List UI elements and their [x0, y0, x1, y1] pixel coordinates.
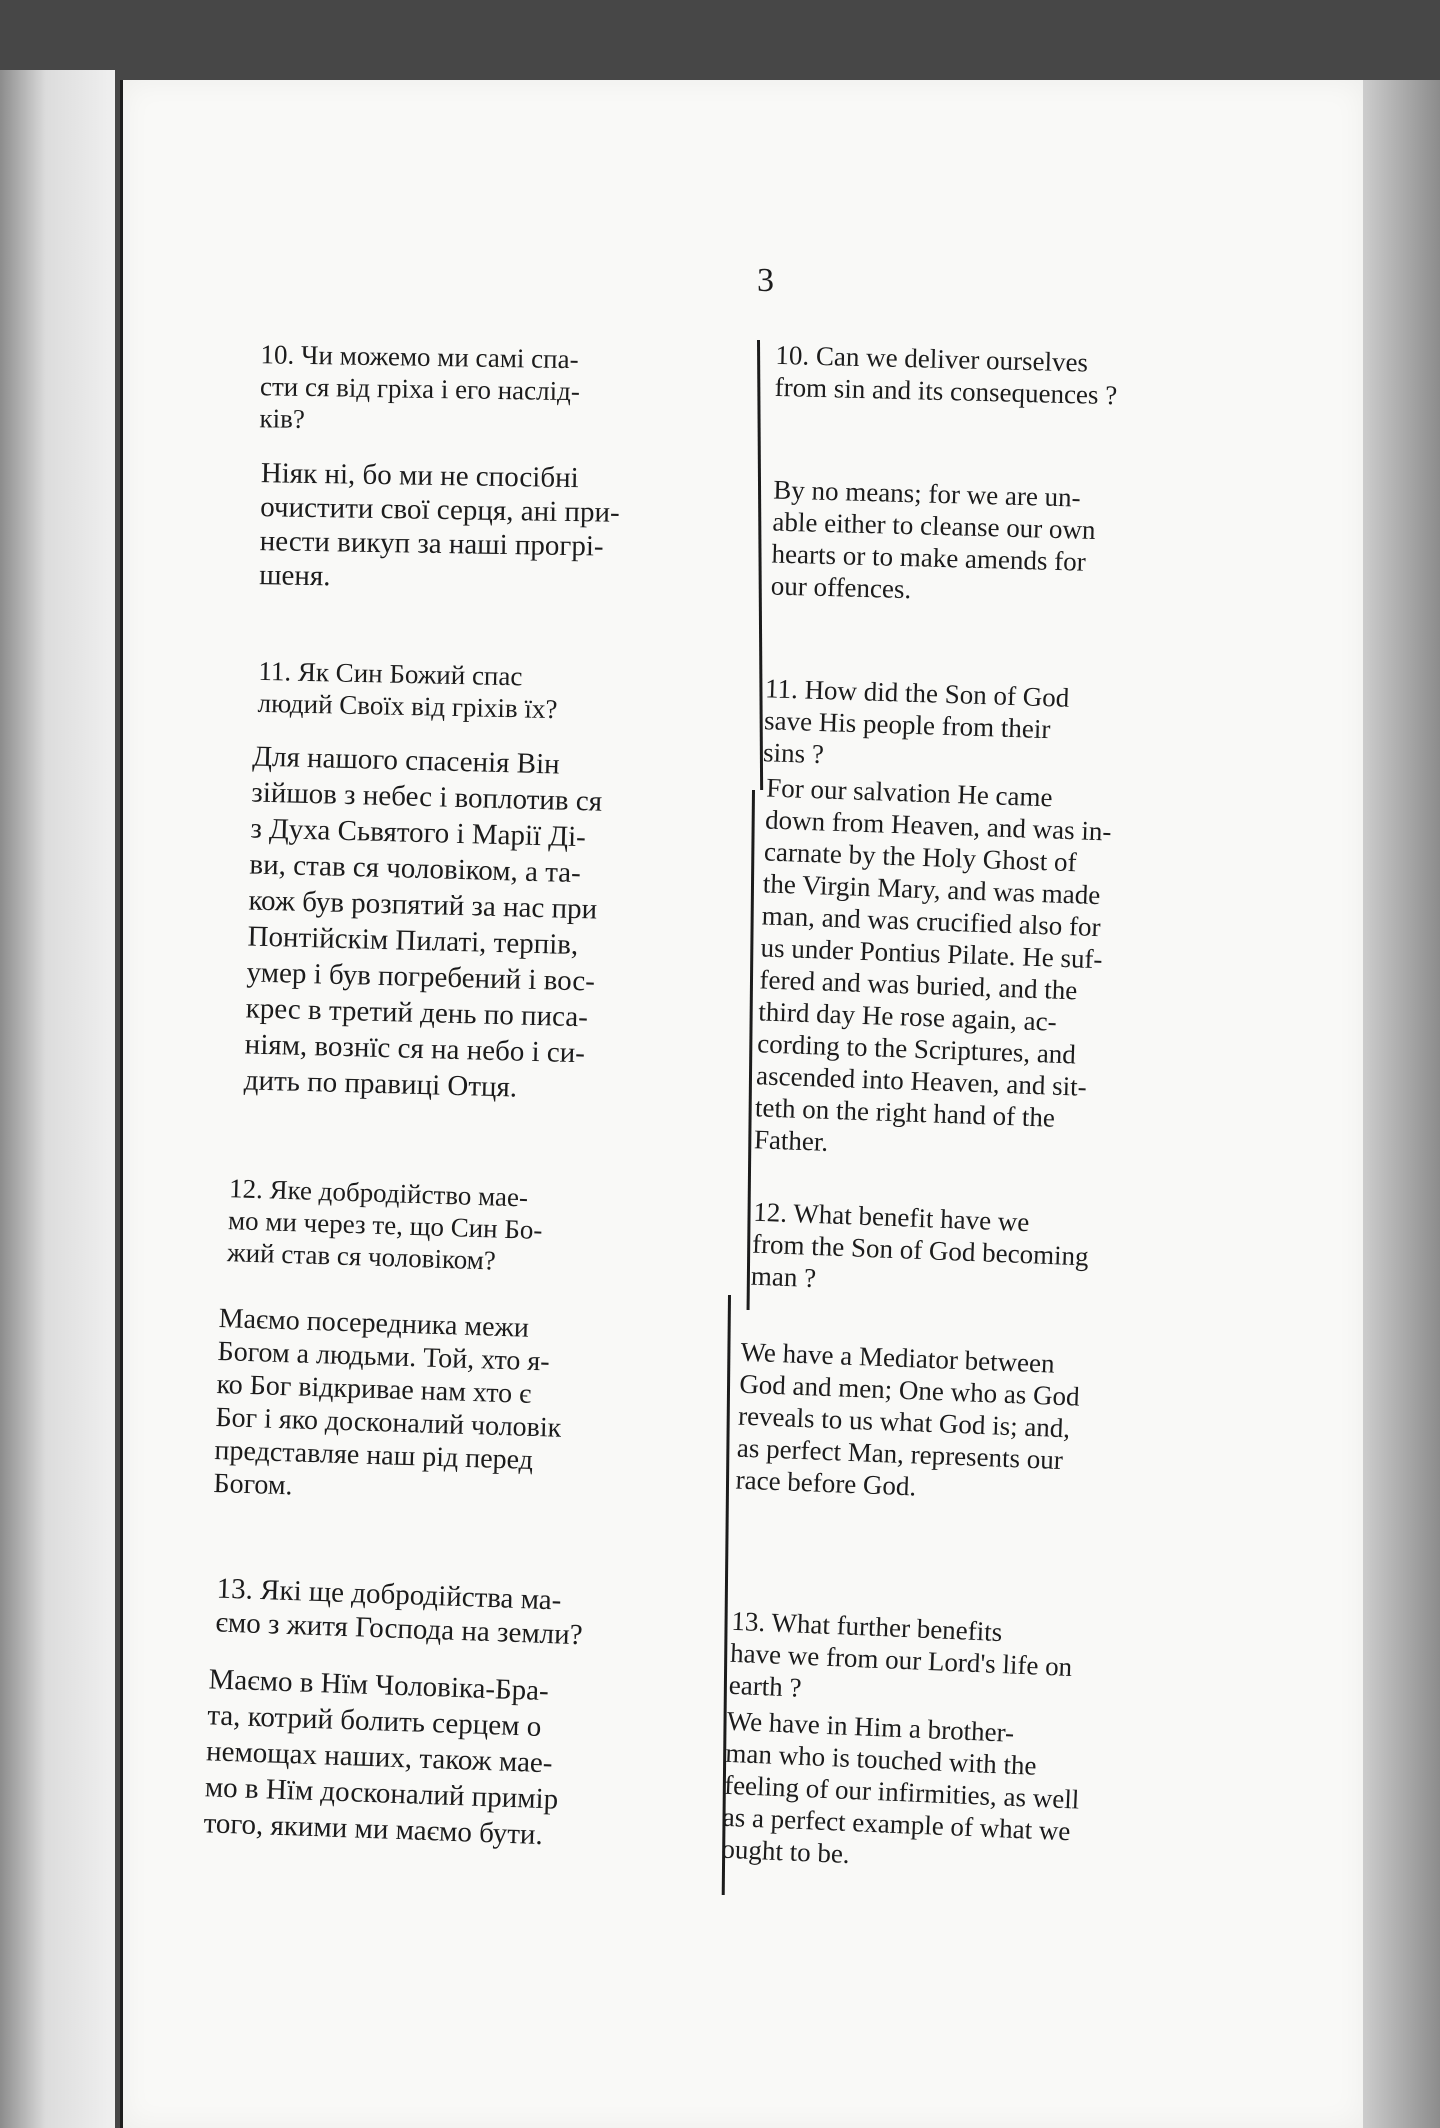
english-answer-12: We have a Mediator between God and men; One who as God reveals to us what God is; and, as perfect Man, represents our race before God. — [735, 1336, 1081, 1502]
ukrainian-answer-10: Ніяк ні, бо ми не спосібні очистити свої серця, ані при- нести викуп за наші прогрі- шеня. — [258, 457, 620, 593]
scan-right-margin — [1360, 80, 1440, 2128]
page-number: 3 — [757, 262, 775, 299]
english-answer-11: For our salvation He came down from Heaven, and was in- carnate by the Holy Ghost of the Virgin Mary, and was made man, and was crucified also for us under Pontius Pilate. He suf- fered and was buried, and the third day He rose again, ac- cording to the Scriptures, and ascended into Heaven, and sit- teth on the right hand of the Father. — [753, 772, 1112, 1157]
english-question-10: 10. Can we deliver ourselves from sin and its consequences ? — [774, 339, 1118, 411]
english-question-11: 11. How did the Son of God save His people from their sins ? — [762, 673, 1070, 770]
ukrainian-answer-12: Маємо посередника межи Богом а людьми. Той, хто я- ко Бог відкривае нам хто є Бог і яко досконалий чоловік представляе наш рід перед Богом. — [213, 1303, 562, 1502]
ukrainian-answer-13: Маємо в Нїм Чоловіка-Бра- та, котрий болить серцем о немощах наших, також мае- мо в Нїм досконалий примір того, якими ми маємо бути. — [203, 1663, 559, 1852]
ukrainian-answer-11: Для нашого спасенія Він зійшов з небес і воплотив ся з Духа Сьвятого і Марії Ді- ви, став ся чоловіком, а та- кож був розпятий за нас при Понтійскім Пилаті, терпів, умер і був погребений і вос- крес в третий день по писа- ніям, вознїс ся на небо і си- дить по правиці Отця. — [243, 740, 603, 1104]
ukrainian-question-12: 12. Яке добродійство мае- мо ми через те, що Син Бо- жий став ся чоловіком? — [226, 1173, 543, 1276]
english-question-13: 13. What further benefits have we from our Lord's life on earth ? — [728, 1605, 1073, 1703]
english-answer-10: By no means; for we are un- able either to cleanse our own hearts or to make amends for our offences. — [770, 474, 1096, 605]
ukrainian-question-11: 11. Як Син Божий спас людий Своїх від гріхів їх? — [257, 655, 558, 725]
ukrainian-question-13: 13. Які ще добродійства ма- ємо з житя Господа на земли? — [214, 1572, 584, 1652]
english-question-12: 12. What benefit have we from the Son of God becoming man ? — [750, 1196, 1090, 1294]
ukrainian-question-10: 10. Чи можемо ми самі спа- сти ся від гріха і его наслід- ків? — [259, 339, 581, 434]
english-answer-13: We have in Him a brother- man who is touched with the feeling of our infirmities, as well as a perfect example of what we ought to be. — [720, 1705, 1080, 1870]
previous-page-edge — [0, 70, 115, 2128]
